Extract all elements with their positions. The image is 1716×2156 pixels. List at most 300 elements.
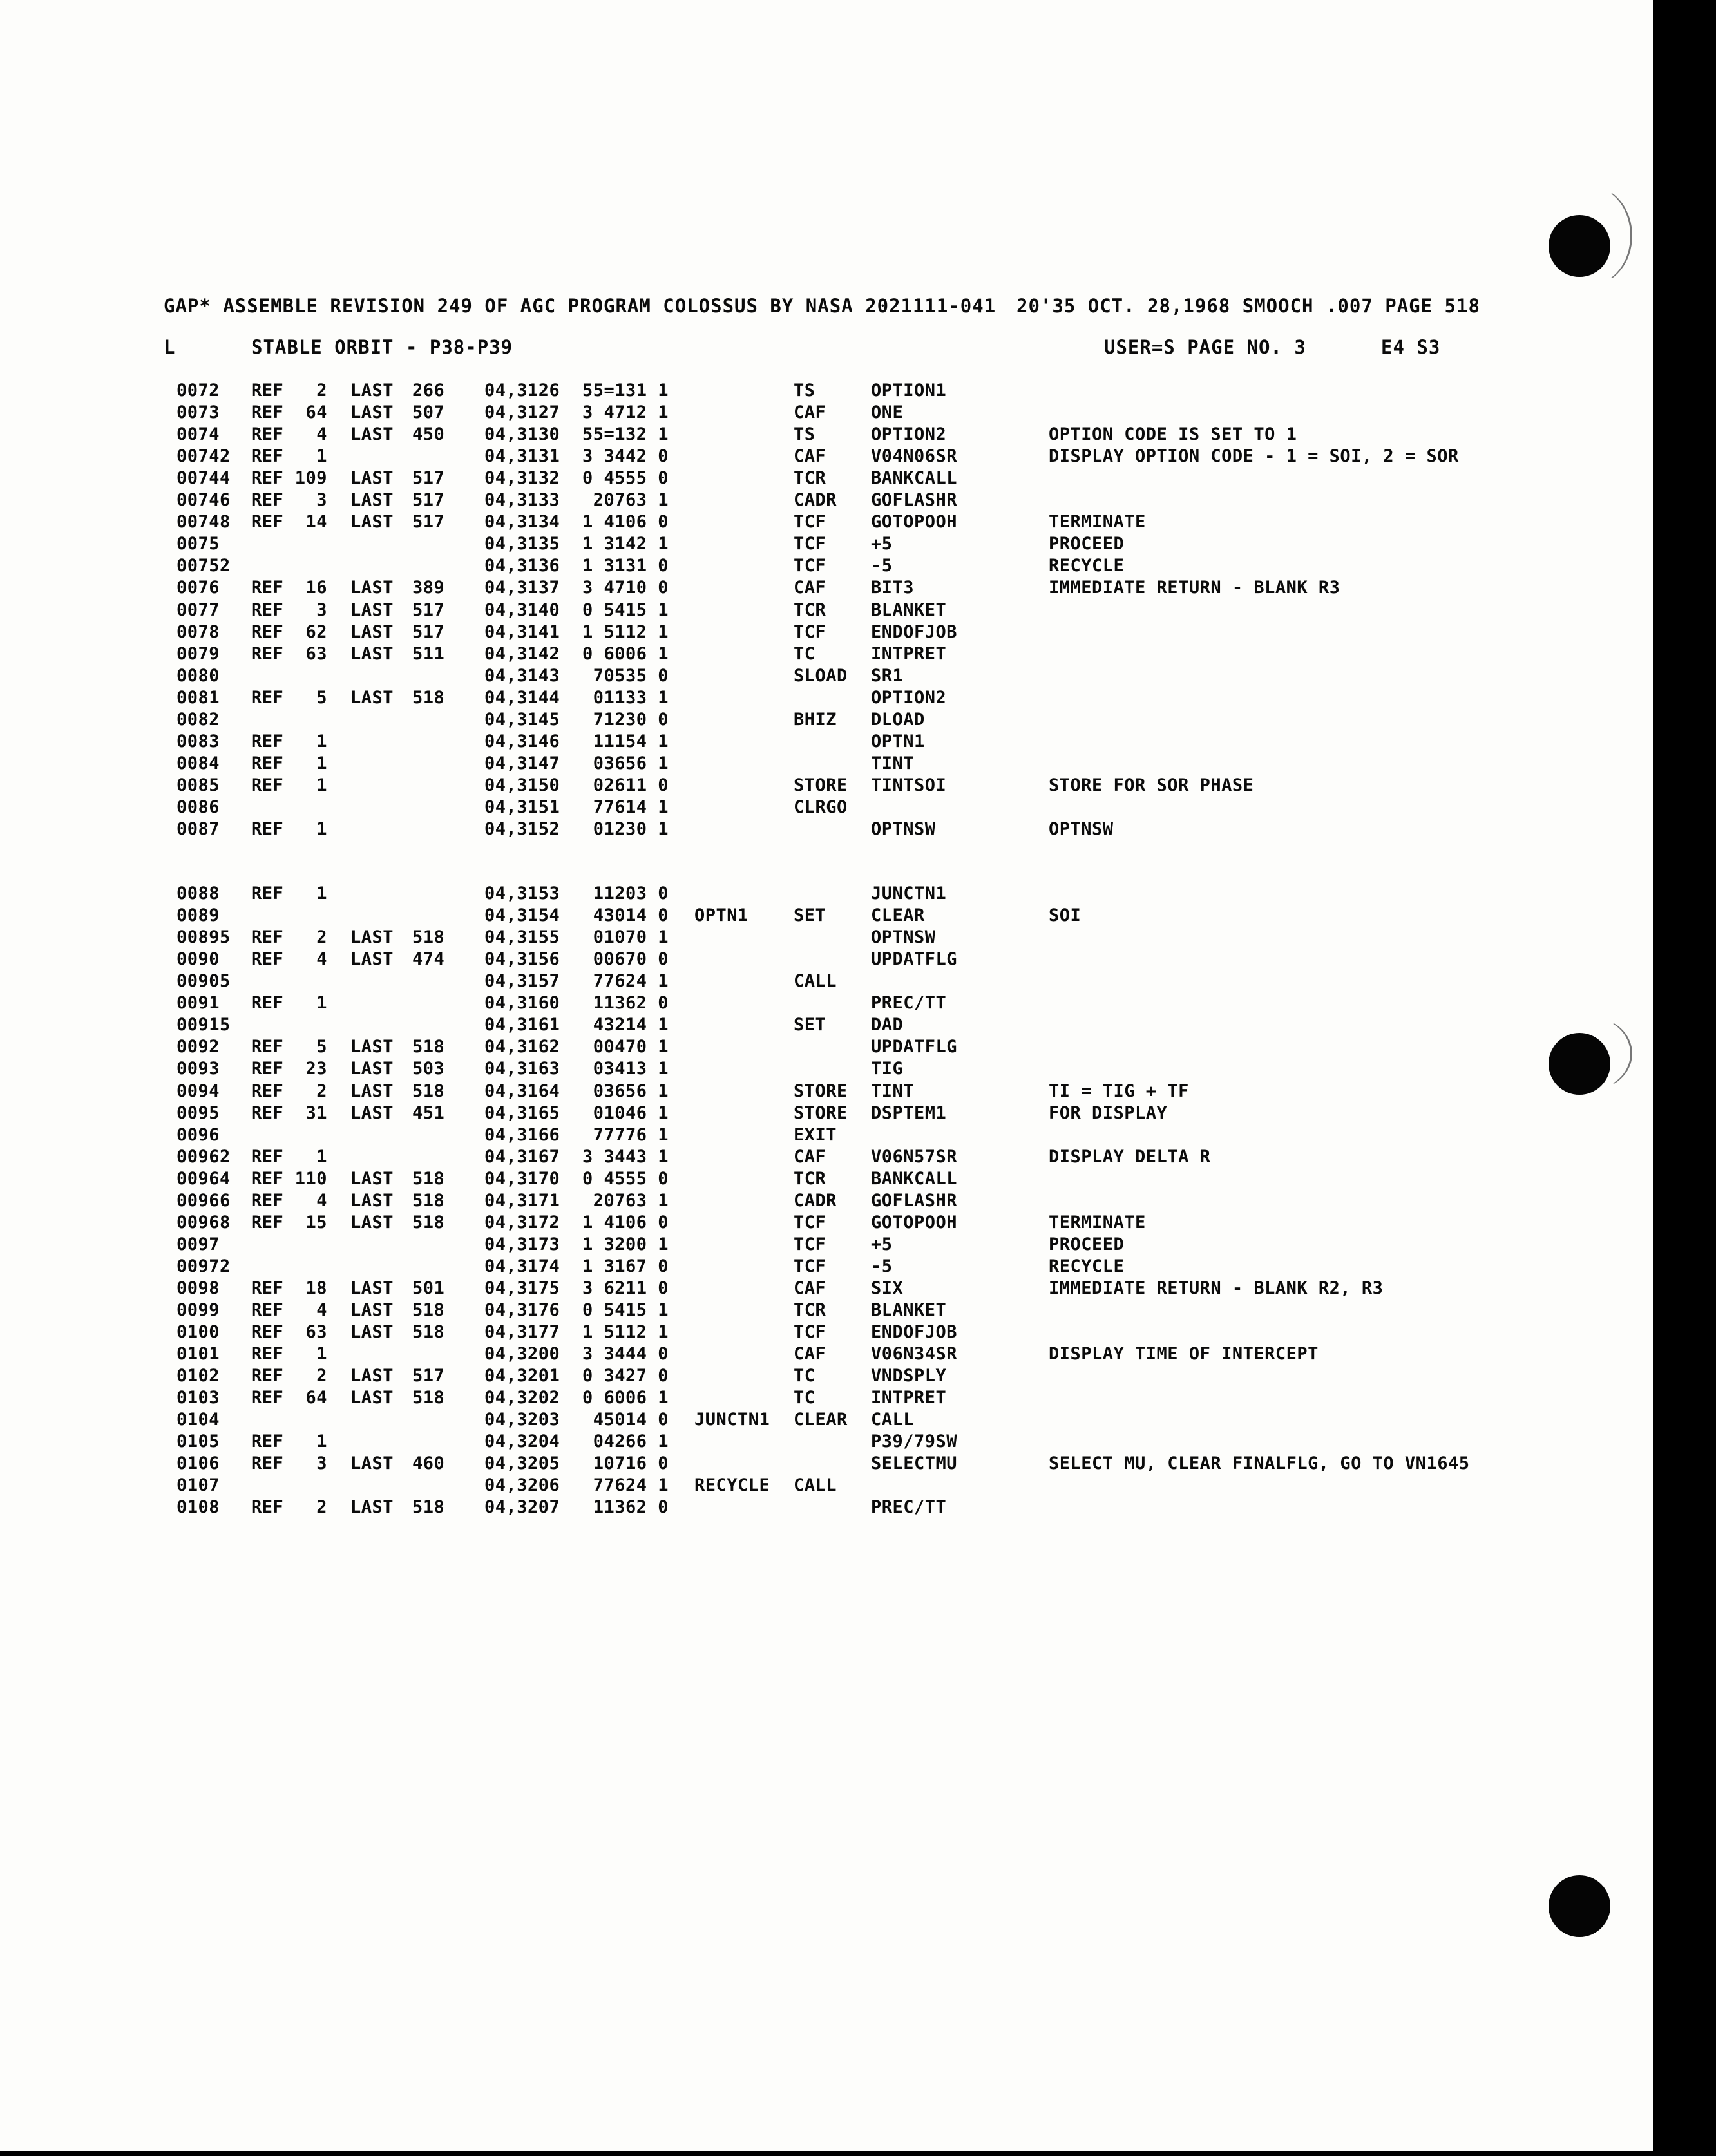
cell-line: 00968 [176,1212,231,1233]
cell-line: 0099 [176,1300,220,1320]
cell-operand: OPTION2 [871,424,947,445]
cell-line: 00915 [176,1015,231,1035]
listing-row [0,687,1653,709]
listing-row [0,1497,1653,1518]
cell-operand: UPDATFLG [871,1037,958,1057]
cell-line: 0091 [176,993,220,1014]
cell-last: LAST [350,1453,394,1474]
cell-code: 0 5415 1 [582,1300,669,1320]
cell-operand: INTPRET [871,643,947,664]
cell-op: TCR [794,600,826,620]
cell-line: 0078 [176,621,220,642]
cell-line: 00746 [176,490,231,511]
cell-lastnum: 518 [412,927,445,948]
cell-op: SLOAD [794,665,848,686]
cell-refnum: 63 [305,643,327,664]
header-title-right: 20'35 OCT. 28,1968 SMOOCH .007 PAGE 518 [1016,295,1480,317]
cell-last: LAST [350,1322,394,1343]
cell-operand: OPTION1 [871,381,947,401]
cell-ref: REF [251,1432,284,1452]
cell-line: 00744 [176,468,231,489]
cell-lastnum: 507 [412,402,445,423]
cell-last: LAST [350,490,394,511]
cell-last: LAST [350,1497,394,1518]
cell-last: LAST [350,1366,394,1386]
cell-operand: PREC/TT [871,993,947,1014]
cell-refnum: 1 [316,993,327,1014]
cell-refnum: 18 [305,1278,327,1298]
cell-line: 00752 [176,556,231,576]
listing-row [0,775,1653,797]
cell-ref: REF [251,1366,284,1386]
cell-operand: BLANKET [871,1300,947,1320]
cell-addr: 04,3126 [484,381,560,401]
cell-lastnum: 517 [412,468,445,489]
cell-ref: REF [251,687,284,708]
cell-line: 0073 [176,402,220,423]
cell-line: 0094 [176,1081,220,1101]
cell-refnum: 4 [316,1190,327,1211]
cell-lastnum: 518 [412,1388,445,1408]
cell-code: 77624 1 [593,1475,669,1496]
cell-last: LAST [350,1190,394,1211]
header-title-left: GAP* ASSEMBLE REVISION 249 OF AGC PROGRAM COLOSSUS BY NASA 2021111-041 [164,295,996,317]
cell-addr: 04,3147 [484,753,560,773]
listing-row [0,511,1653,533]
cell-code: 01230 1 [593,819,669,839]
cell-refnum: 2 [316,1081,327,1101]
cell-line: 00748 [176,512,231,533]
cell-addr: 04,3133 [484,490,560,511]
cell-last: LAST [350,468,394,489]
cell-addr: 04,3153 [484,884,560,904]
cell-last: LAST [350,643,394,664]
listing-row [0,665,1653,687]
cell-refnum: 109 [294,468,327,489]
cell-addr: 04,3156 [484,949,560,970]
cell-operand: OPTION2 [871,687,947,708]
cell-last: LAST [350,1388,394,1408]
cell-line: 0083 [176,731,220,752]
cell-last: LAST [350,402,394,423]
cell-addr: 04,3155 [484,927,560,948]
cell-addr: 04,3200 [484,1344,560,1365]
cell-line: 0093 [176,1059,220,1079]
cell-line: 00966 [176,1190,231,1211]
cell-code: 00670 0 [593,949,669,970]
cell-ref: REF [251,1344,284,1365]
cell-addr: 04,3136 [484,556,560,576]
cell-op: TCF [794,556,826,576]
cell-last: LAST [350,1300,394,1320]
cell-refnum: 1 [316,775,327,795]
cell-operand: DSPTEM1 [871,1102,947,1123]
cell-lastnum: 266 [412,381,445,401]
cell-addr: 04,3131 [484,446,560,467]
listing-row [0,1431,1653,1453]
cell-ref: REF [251,1190,284,1211]
cell-comment: STORE FOR SOR PHASE [1049,775,1254,795]
cell-code: 0 6006 1 [582,643,669,664]
cell-lastnum: 501 [412,1278,445,1298]
listing-row [0,424,1653,446]
listing-row [0,402,1653,424]
cell-line: 0088 [176,884,220,904]
listing-row [0,1234,1653,1256]
cell-line: 0084 [176,753,220,773]
cell-code: 1 4106 0 [582,1212,669,1233]
cell-addr: 04,3177 [484,1322,560,1343]
cell-code: 1 5112 1 [582,621,669,642]
cell-ref: REF [251,1453,284,1474]
cell-operand: SIX [871,1278,904,1298]
listing-row [0,883,1653,905]
cell-op: CLRGO [794,797,848,817]
cell-operand: GOTOPOOH [871,1212,958,1233]
cell-line: 0092 [176,1037,220,1057]
cell-operand: +5 [871,1234,893,1254]
page-code: E4 S3 [1381,336,1441,358]
cell-ref: REF [251,949,284,970]
cell-ref: REF [251,1037,284,1057]
listing-row [0,927,1653,949]
cell-addr: 04,3172 [484,1212,560,1233]
cell-operand: BIT3 [871,578,915,598]
cell-ref: REF [251,1322,284,1343]
cell-refnum: 1 [316,753,327,773]
cell-op: CAF [794,578,826,598]
cell-line: 0076 [176,578,220,598]
cell-label: RECYCLE [694,1475,770,1496]
cell-op: TCF [794,1256,826,1276]
cell-lastnum: 518 [412,1322,445,1343]
cell-refnum: 5 [316,687,327,708]
cell-op: CAF [794,402,826,423]
cell-line: 0108 [176,1497,220,1518]
cell-operand: GOTOPOOH [871,512,958,533]
cell-addr: 04,3152 [484,819,560,839]
listing-row [0,992,1653,1014]
cell-ref: REF [251,424,284,445]
cell-last: LAST [350,1102,394,1123]
cell-operand: DAD [871,1015,904,1035]
cell-refnum: 4 [316,949,327,970]
cell-op: CAF [794,446,826,467]
cell-comment: TERMINATE [1049,1212,1146,1233]
cell-ref: REF [251,381,284,401]
cell-code: 10716 0 [593,1453,669,1474]
listing-row [0,753,1653,775]
cell-comment: DISPLAY TIME OF INTERCEPT [1049,1344,1319,1365]
cell-operand: INTPRET [871,1388,947,1408]
cell-addr: 04,3151 [484,797,560,817]
cell-operand: TINT [871,753,915,773]
cell-lastnum: 518 [412,1168,445,1189]
cell-line: 0085 [176,775,220,795]
cell-line: 00964 [176,1168,231,1189]
cell-operand: SR1 [871,665,904,686]
cell-op: STORE [794,1081,848,1101]
cell-ref: REF [251,600,284,620]
cell-op: TCF [794,512,826,533]
cell-line: 0074 [176,424,220,445]
cell-last: LAST [350,949,394,970]
cell-operand: V04N06SR [871,446,958,467]
cell-op: TC [794,1388,815,1408]
cell-addr: 04,3141 [484,621,560,642]
cell-op: CAF [794,1344,826,1365]
header-marker: L [164,336,176,358]
cell-addr: 04,3207 [484,1497,560,1518]
cell-code: 20763 1 [593,490,669,511]
cell-addr: 04,3157 [484,971,560,992]
cell-code: 01133 1 [593,687,669,708]
user-page-number: USER=S PAGE NO. 3 [1104,336,1306,358]
cell-addr: 04,3134 [484,512,560,533]
cell-op: SET [794,905,826,926]
cell-line: 00742 [176,446,231,467]
cell-code: 01070 1 [593,927,669,948]
cell-lastnum: 518 [412,1497,445,1518]
listing-row [0,1102,1653,1124]
cell-refnum: 110 [294,1168,327,1189]
cell-line: 0087 [176,819,220,839]
cell-operand: ENDOFJOB [871,621,958,642]
cell-op: STORE [794,1102,848,1123]
cell-code: 11154 1 [593,731,669,752]
cell-ref: REF [251,1497,284,1518]
cell-comment: RECYCLE [1049,556,1125,576]
cell-addr: 04,3143 [484,665,560,686]
cell-op: CLEAR [794,1410,848,1430]
listing-row [0,1058,1653,1080]
listing-row [0,1409,1653,1431]
listing-row [0,905,1653,927]
cell-addr: 04,3205 [484,1453,560,1474]
cell-code: 0 6006 1 [582,1388,669,1408]
cell-code: 0 5415 1 [582,600,669,620]
cell-op: CALL [794,971,837,992]
cell-comment: OPTION CODE IS SET TO 1 [1049,424,1297,445]
cell-refnum: 3 [316,1453,327,1474]
listing-row [0,1124,1653,1146]
listing-row [0,577,1653,599]
cell-line: 0097 [176,1234,220,1254]
cell-addr: 04,3206 [484,1475,560,1496]
cell-ref: REF [251,1212,284,1233]
cell-line: 0080 [176,665,220,686]
cell-addr: 04,3150 [484,775,560,795]
cell-operand: JUNCTN1 [871,884,947,904]
cell-code: 77614 1 [593,797,669,817]
cell-refnum: 3 [316,490,327,511]
cell-operand: ONE [871,402,904,423]
cell-code: 3 3444 0 [582,1344,669,1365]
cell-code: 3 3443 1 [582,1146,669,1167]
cell-op: TC [794,643,815,664]
cell-addr: 04,3173 [484,1234,560,1254]
cell-label: OPTN1 [694,905,748,926]
cell-addr: 04,3203 [484,1410,560,1430]
cell-op: TCR [794,468,826,489]
cell-addr: 04,3202 [484,1388,560,1408]
cell-last: LAST [350,381,394,401]
cell-ref: REF [251,1146,284,1167]
cell-op: TC [794,1366,815,1386]
cell-operand: CLEAR [871,905,925,926]
cell-op: TCF [794,1322,826,1343]
cell-code: 11362 0 [593,1497,669,1518]
cell-code: 45014 0 [593,1410,669,1430]
cell-operand: PREC/TT [871,1497,947,1518]
cell-line: 0079 [176,643,220,664]
cell-last: LAST [350,1059,394,1079]
cell-refnum: 2 [316,381,327,401]
punch-hole [1549,215,1610,277]
cell-code: 03656 1 [593,753,669,773]
cell-op: TCF [794,534,826,554]
listing-row [0,1365,1653,1387]
cell-ref: REF [251,621,284,642]
cell-lastnum: 517 [412,512,445,533]
cell-last: LAST [350,600,394,620]
cell-ref: REF [251,993,284,1014]
cell-op: TCF [794,621,826,642]
cell-code: 3 4712 1 [582,402,669,423]
cell-addr: 04,3165 [484,1102,560,1123]
listing-row [0,970,1653,992]
cell-refnum: 1 [316,446,327,467]
cell-op: CADR [794,490,837,511]
cell-ref: REF [251,402,284,423]
cell-code: 0 4555 0 [582,468,669,489]
cell-operand: BANKCALL [871,1168,958,1189]
cell-refnum: 2 [316,1497,327,1518]
cell-lastnum: 511 [412,643,445,664]
cell-code: 1 3200 1 [582,1234,669,1254]
cell-lastnum: 517 [412,1366,445,1386]
cell-op: TS [794,381,815,401]
cell-code: 55=131 1 [582,381,669,401]
cell-refnum: 4 [316,424,327,445]
cell-ref: REF [251,1278,284,1298]
listing-row [0,533,1653,555]
cell-last: LAST [350,1037,394,1057]
cell-op: CAF [794,1146,826,1167]
cell-code: 11362 0 [593,993,669,1014]
cell-ref: REF [251,446,284,467]
cell-operand: GOFLASHR [871,1190,958,1211]
listing-row [0,621,1653,643]
cell-addr: 04,3171 [484,1190,560,1211]
listing-row [0,818,1653,840]
listing-row [0,1387,1653,1409]
cell-addr: 04,3175 [484,1278,560,1298]
cell-addr: 04,3166 [484,1124,560,1145]
cell-operand: TINT [871,1081,915,1101]
cell-comment: DISPLAY DELTA R [1049,1146,1211,1167]
cell-code: 20763 1 [593,1190,669,1211]
cell-op: TCF [794,1212,826,1233]
cell-line: 0082 [176,709,220,730]
cell-comment: IMMEDIATE RETURN - BLANK R2, R3 [1049,1278,1384,1298]
cell-operand: +5 [871,534,893,554]
cell-lastnum: 450 [412,424,445,445]
cell-operand: -5 [871,1256,893,1276]
listing-row [0,1343,1653,1365]
cell-line: 00972 [176,1256,231,1276]
cell-refnum: 1 [316,731,327,752]
listing-row [0,1321,1653,1343]
cell-line: 0090 [176,949,220,970]
cell-ref: REF [251,1081,284,1101]
listing-row [0,1190,1653,1212]
cell-line: 0105 [176,1432,220,1452]
cell-refnum: 31 [305,1102,327,1123]
cell-addr: 04,3142 [484,643,560,664]
listing-row [0,797,1653,818]
cell-refnum: 62 [305,621,327,642]
cell-code: 04266 1 [593,1432,669,1452]
cell-line: 0075 [176,534,220,554]
cell-ref: REF [251,1388,284,1408]
cell-ref: REF [251,731,284,752]
cell-code: 43014 0 [593,905,669,926]
listing-row [0,731,1653,753]
cell-line: 0107 [176,1475,220,1496]
cell-line: 0101 [176,1344,220,1365]
cell-op: CALL [794,1475,837,1496]
cell-line: 0095 [176,1102,220,1123]
listing-row [0,1300,1653,1321]
cell-op: TS [794,424,815,445]
cell-lastnum: 389 [412,578,445,598]
cell-operand: CALL [871,1410,915,1430]
cell-operand: V06N34SR [871,1344,958,1365]
cell-lastnum: 518 [412,1212,445,1233]
cell-refnum: 23 [305,1059,327,1079]
listing-row [0,555,1653,577]
cell-code: 70535 0 [593,665,669,686]
cell-addr: 04,3167 [484,1146,560,1167]
listing-row [0,1014,1653,1036]
cell-code: 0 3427 0 [582,1366,669,1386]
cell-label: JUNCTN1 [694,1410,770,1430]
cell-code: 71230 0 [593,709,669,730]
cell-addr: 04,3174 [484,1256,560,1276]
cell-refnum: 4 [316,1300,327,1320]
cell-addr: 04,3127 [484,402,560,423]
cell-ref: REF [251,1168,284,1189]
cell-line: 0081 [176,687,220,708]
cell-operand: VNDSPLY [871,1366,947,1386]
cell-line: 0102 [176,1366,220,1386]
cell-line: 0103 [176,1388,220,1408]
cell-addr: 04,3204 [484,1432,560,1452]
cell-ref: REF [251,468,284,489]
cell-comment: PROCEED [1049,534,1125,554]
cell-ref: REF [251,643,284,664]
cell-op: CADR [794,1190,837,1211]
cell-code: 03413 1 [593,1059,669,1079]
cell-addr: 04,3176 [484,1300,560,1320]
cell-code: 3 3442 0 [582,446,669,467]
cell-comment: TI = TIG + TF [1049,1081,1189,1101]
cell-line: 0100 [176,1322,220,1343]
cell-line: 0089 [176,905,220,926]
cell-operand: BANKCALL [871,468,958,489]
cell-last: LAST [350,1212,394,1233]
